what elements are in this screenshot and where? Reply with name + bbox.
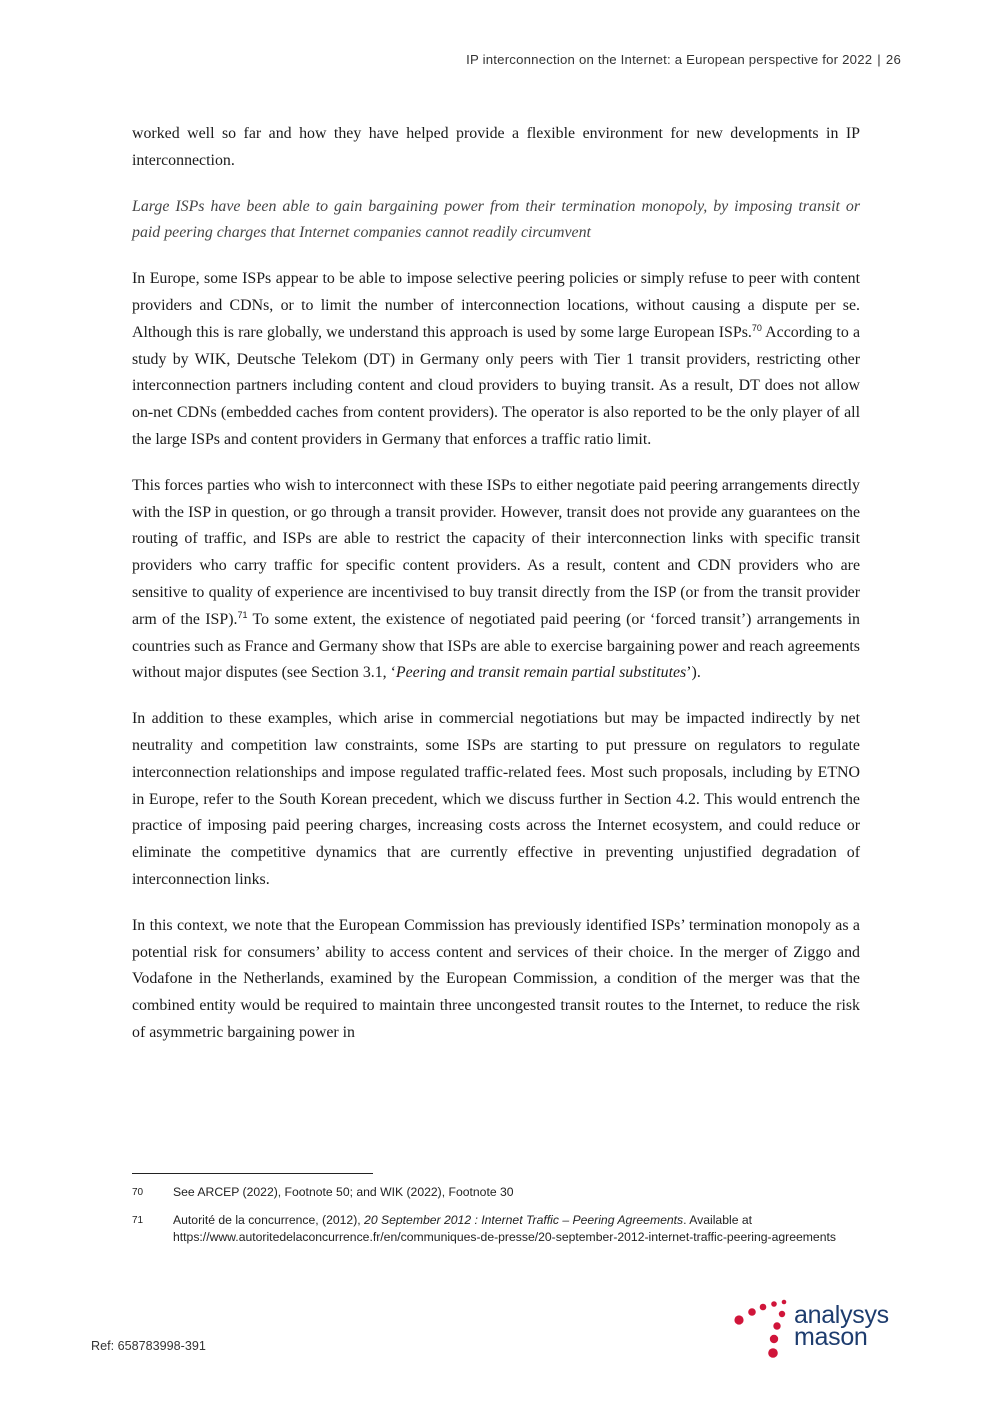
- page-number: 26: [885, 52, 901, 67]
- footnote-text-part[interactable]: . Available at https://www.autoritedelaconcurrence.fr/en/communiques-de-presse/20-september-2012-internet-traffic-peering-agreements: [173, 1212, 836, 1244]
- paragraph-selective-peering: [132, 266, 860, 454]
- logo-line-1: analysys: [794, 1301, 889, 1329]
- logo-line-2: mason: [794, 1323, 868, 1351]
- footnote-text: See ARCEP (2022), Footnote 50; and WIK (2022), Footnote 30: [173, 1185, 514, 1199]
- analysys-mason-logo: [732, 1298, 917, 1360]
- main-content: [132, 121, 860, 1066]
- footnote-text: [173, 1212, 860, 1247]
- footnotes: [132, 1184, 860, 1257]
- logo-wordmark: [794, 1301, 889, 1351]
- paragraph-text: According to a study by WIK, Deutsche Telekom (DT) in Germany only peers with Tier 1 transit providers, restricting other interconnection partners including content and cloud providers to buying transit. As a result, DT does not allow on-net CDNs (embedded caches from content providers). The operator is also reported to be the only player of all the large ISPs and content providers in Germany that enforces a traffic ratio limit.: [132, 323, 860, 448]
- header-title: IP interconnection on the Internet: a European perspective for 2022: [466, 52, 873, 67]
- footnote-cited-title: 20 September 2012 : Internet Traffic – Peering Agreements: [364, 1212, 684, 1227]
- paragraph-european-commission: In this context, we note that the European Commission has previously identified ISPs’ termination monopoly as a potential risk for consumers’ ability to access content and services of their choice. In the merger of Ziggo and Vodafone in the Netherlands, examined by the European Commission, a condition of the merger was that the combined entity would be required to maintain three uncongested transit routes to the Internet, to reduce the risk of asymmetric bargaining power in: [132, 916, 860, 1041]
- header-separator: |: [877, 52, 881, 67]
- footnote-ref-71[interactable]: 71: [237, 609, 248, 620]
- logo-dots: [734, 1300, 786, 1358]
- section-reference-title: Peering and transit remain partial substitutes: [395, 664, 687, 682]
- footnote-71: [132, 1212, 860, 1247]
- section-subheading: Large ISPs have been able to gain bargaining power from their termination monopoly, by imposing transit or paid peering charges that Internet companies cannot readily circumvent: [132, 197, 860, 242]
- paragraph-text: In Europe, some ISPs appear to be able to impose selective peering policies or simply refuse to peer with content providers and CDNs, or to limit the number of interconnection locations, without causing a dispute per se. Although this is rare globally, we understand this approach is used by some large European ISPs.: [132, 270, 860, 341]
- footnote-text-part: Autorité de la concurrence, (2012),: [173, 1212, 365, 1227]
- paragraph-text: This forces parties who wish to interconnect with these ISPs to either negotiate paid peering arrangements directly with the ISP in question, or go through a transit provider. However, transit does not provide any guarantees on the routing of traffic, and ISPs are able to restrict the capacity of their interconnection links with specific transit providers who carry traffic for specific content providers. As a result, content and CDN providers who are sensitive to quality of experience are incentivised to buy transit directly from the ISP (or from the transit provider arm of the ISP).: [132, 476, 860, 628]
- paragraph-regulation-pressure: In addition to these examples, which arise in commercial negotiations but may be impacted indirectly by net neutrality and competition law constraints, some ISPs are starting to put pressure on regulators to regulate interconnection relationships and impose regulated traffic-related fees. Most such proposals, including by ETNO in Europe, refer to the South Korean precedent, which we discuss further in Section 4.2. This would entrench the practice of imposing paid peering charges, increasing costs across the Internet ecosystem, and could reduce or eliminate the competitive dynamics that are currently effective in preventing unjustified degradation of interconnection links.: [132, 710, 860, 888]
- footnote-70: [132, 1184, 860, 1202]
- running-header: [466, 52, 901, 67]
- logo-dots-icon: [732, 1298, 792, 1360]
- paragraph-paid-peering: [132, 473, 860, 687]
- paragraph-text: To some extent, the existence of negotiated paid peering (or ‘forced transit’) arrangements in countries such as France and Germany show that ISPs are able to exercise bargaining power and reach agreements without major disputes (see Section 3.1, ‘: [132, 610, 860, 682]
- footnote-number: 71: [132, 1214, 144, 1226]
- paragraph-continuation: worked well so far and how they have helped provide a flexible environment for new developments in IP interconnection.: [132, 125, 860, 169]
- footnote-number: 70: [132, 1187, 144, 1198]
- document-reference: Ref: 658783998-391: [91, 1339, 206, 1353]
- footnote-divider: [132, 1173, 373, 1174]
- paragraph-text: ’).: [686, 664, 701, 682]
- footnote-ref-70[interactable]: 70: [751, 322, 762, 333]
